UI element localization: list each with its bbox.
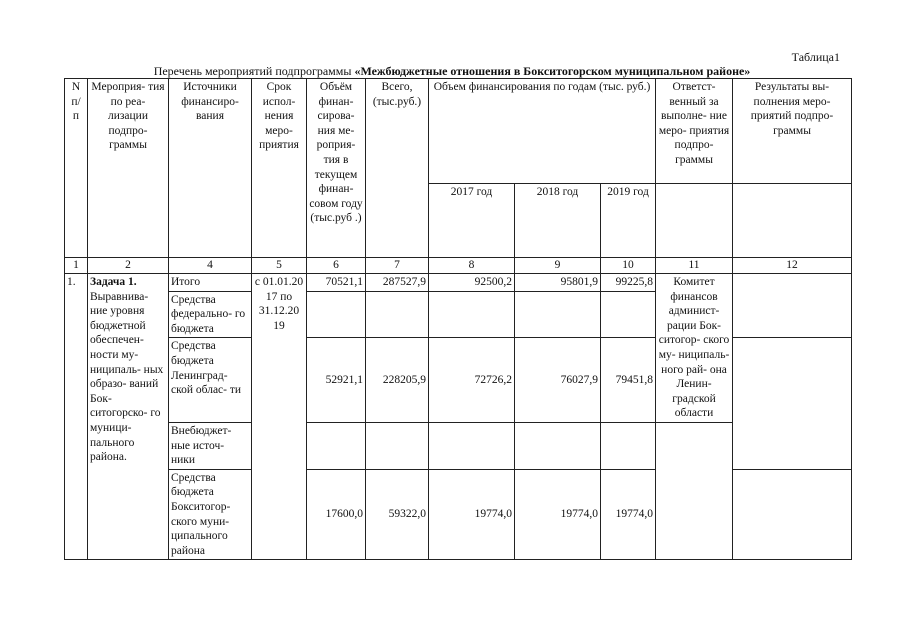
header-sources: Источники финансиро- вания xyxy=(169,79,252,258)
header-year-2017: 2017 год xyxy=(429,184,515,258)
task-title: Задача 1. xyxy=(90,276,137,288)
y2019-cell: 79451,8 xyxy=(601,338,656,423)
current-cell: 17600,0 xyxy=(307,469,366,560)
current-cell: 70521,1 xyxy=(307,274,366,292)
y2018-cell: 95801,9 xyxy=(515,274,601,292)
column-number: 10 xyxy=(601,258,656,274)
y2017-cell xyxy=(429,291,515,338)
header-measures: Мероприя- тия по реа- лизации подпро- граммы xyxy=(88,79,169,258)
column-number: 8 xyxy=(429,258,515,274)
y2019-cell: 19774,0 xyxy=(601,469,656,560)
column-number: 11 xyxy=(656,258,733,274)
source-cell: Итого xyxy=(169,274,252,292)
column-number: 9 xyxy=(515,258,601,274)
column-numbers-row xyxy=(65,258,852,274)
total-cell: 59322,0 xyxy=(366,469,429,560)
y2017-cell: 72726,2 xyxy=(429,338,515,423)
total-cell: 287527,9 xyxy=(366,274,429,292)
column-number: 1 xyxy=(65,258,88,274)
results-cell xyxy=(733,274,852,338)
source-cell: Средства бюджета Ленинград- ской облас- ти xyxy=(169,338,252,423)
task-num: 1. xyxy=(65,274,88,560)
header-year-2019: 2019 год xyxy=(601,184,656,258)
task-description: Выравнива- ние уровня бюджетной обеспечен- ности му- ниципаль- ных образо- ваний Бок- ситогорско- го муници- пального района. xyxy=(90,290,164,464)
term-cell: с 01.01.20 17 по 31.12.20 19 xyxy=(252,274,307,560)
header-volume-current: Объём финан- сирова- ния ме- роприя- тия в текущем финан- совом году (тыс.руб .) xyxy=(307,79,366,258)
column-number: 2 xyxy=(88,258,169,274)
results-cell xyxy=(733,338,852,469)
responsible-empty xyxy=(656,422,733,559)
y2019-cell xyxy=(601,422,656,469)
total-cell xyxy=(366,422,429,469)
header-empty-12 xyxy=(733,184,852,258)
results-cell xyxy=(733,469,852,560)
source-cell: Внебюджет- ные источ- ники xyxy=(169,422,252,469)
y2019-cell: 99225,8 xyxy=(601,274,656,292)
task-cell xyxy=(88,274,169,560)
column-number: 7 xyxy=(366,258,429,274)
column-number: 4 xyxy=(169,258,252,274)
header-results: Результаты вы- полнения меро- приятий подпро- граммы xyxy=(733,79,852,184)
table-row xyxy=(65,274,852,292)
source-cell: Средства бюджета Бокситогор- ского муни- ципального района xyxy=(169,469,252,560)
y2017-cell: 19774,0 xyxy=(429,469,515,560)
column-number: 6 xyxy=(307,258,366,274)
y2018-cell: 76027,9 xyxy=(515,338,601,423)
y2017-cell: 92500,2 xyxy=(429,274,515,292)
y2019-cell xyxy=(601,291,656,338)
source-cell: Средства федерально- го бюджета xyxy=(169,291,252,338)
header-empty-11 xyxy=(656,184,733,258)
column-number: 5 xyxy=(252,258,307,274)
header-num: N п/ п xyxy=(65,79,88,258)
header-responsible: Ответст- венный за выполне- ние меро- приятия подпро- граммы xyxy=(656,79,733,184)
table-row xyxy=(65,338,852,423)
total-cell xyxy=(366,291,429,338)
header-total: Всего, (тыс.руб.) xyxy=(366,79,429,258)
current-cell: 52921,1 xyxy=(307,338,366,423)
page-title xyxy=(0,64,904,79)
column-number: 12 xyxy=(733,258,852,274)
current-cell xyxy=(307,291,366,338)
table-row xyxy=(65,469,852,560)
title-bold: «Межбюджетные отношения в Бокситогорском муниципальном районе» xyxy=(354,64,751,78)
measures-table xyxy=(64,78,852,560)
table-label: Таблица1 xyxy=(791,50,840,64)
header-year-2018: 2018 год xyxy=(515,184,601,258)
responsible-cell: Комитет финансов админист- рации Бок- ситогор- ского му- ниципаль- ного рай- она Ленин- градской области xyxy=(656,274,733,423)
y2017-cell xyxy=(429,422,515,469)
y2018-cell xyxy=(515,291,601,338)
header-by-years: Объем финансирования по годам (тыс. руб.) xyxy=(429,79,656,184)
current-cell xyxy=(307,422,366,469)
header-row xyxy=(65,79,852,184)
header-term: Срок испол- нения меро- приятия xyxy=(252,79,307,258)
y2018-cell xyxy=(515,422,601,469)
y2018-cell: 19774,0 xyxy=(515,469,601,560)
total-cell: 228205,9 xyxy=(366,338,429,423)
title-prefix: Перечень мероприятий подпрограммы xyxy=(153,64,355,78)
